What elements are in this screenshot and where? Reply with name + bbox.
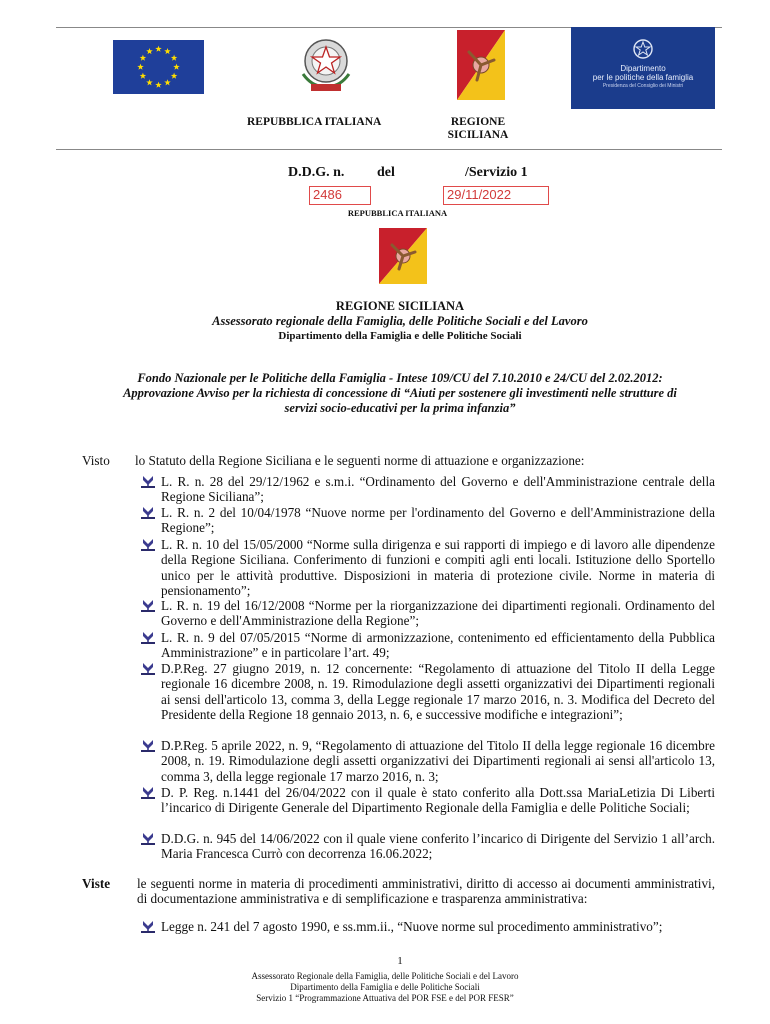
list-item: D.D.G. n. 945 del 14/06/2022 con il quale viene conferito l’incarico di Dirigente del Servizio 1 all’arch. Maria Francesca Currò con decorrenza 16.06.2022; <box>161 831 715 862</box>
republic-small: REPUBBLICA ITALIANA <box>347 208 448 218</box>
sicily-flag-icon <box>379 228 427 284</box>
footer-line3: Servizio 1 “Programmazione Attuativa del POR FSE e del POR FESR” <box>256 993 514 1003</box>
list-item: L. R. n. 2 del 10/04/1978 “Nuove norme per l'ordinamento del Governo e dell'Amministrazione della Regione”; <box>161 505 715 536</box>
italian-emblem-icon <box>293 30 359 96</box>
subject-line1: Fondo Nazionale per le Politiche della Famiglia - Intese 109/CU del 7.10.2010 e 24/CU del 2.02.2012: <box>137 371 663 385</box>
authority-assessorato: Assessorato regionale della Famiglia, delle Politiche Sociali e del Lavoro <box>212 314 588 328</box>
list-item: L. R. n. 10 del 15/05/2000 “Norme sulla dirigenza e sui rapporti di impiego e di lavoro alle dipendenze della Regione Siciliana. Conferimento di funzioni e compiti agli enti locali. Istituzione dello Sportello unico per le attività produttive. Disposizioni in materia di protezione civile. Norme in materia di pensionamento”; <box>161 537 715 599</box>
bullet-icon <box>140 538 156 552</box>
bullet-icon <box>140 599 156 613</box>
page-number: 1 <box>397 955 403 967</box>
department-emblem-icon <box>631 37 655 61</box>
department-logo-text3: Presidenza del Consiglio dei Ministri <box>602 83 684 89</box>
header-region-line2: SICILIANA <box>447 129 509 141</box>
list-item: D.P.Reg. 5 aprile 2022, n. 9, “Regolamento di attuazione del Titolo II della legge regionale 16 dicembre 2008, n. 19. Rimodulazione degli assetti organizzativi dei Dipartimenti regionali ai sensi all'articolo 13, comma 3, della legge regionale 17 marzo 2016, n. 3; <box>161 738 715 784</box>
eu-flag-icon <box>113 40 204 94</box>
visto-intro: lo Statuto della Regione Siciliana e le seguenti norme di attuazione e organizzazione: <box>135 453 585 468</box>
viste-label: Viste <box>82 876 111 891</box>
bullet-icon <box>140 786 156 800</box>
list-item: D. P. Reg. n.1441 del 26/04/2022 con il quale è stato conferito alla Dott.ssa MariaLetizia Di Liberti l’incarico di Dirigente Generale del Dipartimento Regionale della Famiglia e delle Politiche Sociali; <box>161 785 715 816</box>
footer-line2: Dipartimento della Famiglia e delle Politiche Sociali <box>290 982 480 992</box>
bullet-icon <box>140 475 156 489</box>
list-item: L. R. n. 19 del 16/12/2008 “Norme per la riorganizzazione dei dipartimenti regionali. Ordinamento del Governo e dell'Amministrazione della Regione”; <box>161 598 715 629</box>
bullet-icon <box>140 920 156 934</box>
list-item: Legge n. 241 del 7 agosto 1990, e ss.mm.ii., “Nuove norme sul procedimento amministrativo”; <box>161 919 663 934</box>
subject-line3: servizi socio-educativi per la prima infanzia” <box>284 401 516 415</box>
bullet-icon <box>140 739 156 753</box>
sicily-flag-icon <box>457 30 505 100</box>
del-label: del <box>377 165 395 180</box>
ddg-label: D.D.G. n. <box>288 165 345 180</box>
department-logo-text1: Dipartimento <box>620 64 666 73</box>
header-region-line1: REGIONE <box>450 116 506 128</box>
bullet-icon <box>140 506 156 520</box>
list-item: D.P.Reg. 27 giugno 2019, n. 12 concernente: “Regolamento di attuazione del Titolo II della Legge regionale 16 dicembre 2008, n. 19. Rimodulazione degli assetti organizzativi dei Dipartimenti regionali ai sensi dell'articolo 13, comma 3, della Legge regionale 17 marzo 2016, n. 3. Modifica del Decreto del Presidente della Regione 18 gennaio 2013, n. 6, e successive modifiche e integrazioni”; <box>161 661 715 723</box>
bullet-icon <box>140 832 156 846</box>
decree-date-stamp: 29/11/2022 <box>443 186 549 205</box>
header-rule <box>56 149 722 150</box>
list-item: L. R. n. 28 del 29/12/1962 e s.m.i. “Ordinamento del Governo e dell'Amministrazione centrale della Regione Siciliana”; <box>161 474 715 505</box>
list-item: L. R. n. 9 del 07/05/2015 “Norme di armonizzazione, contenimento ed efficientamento della Pubblica Amministrazione” e in particolare l’art. 49; <box>161 630 715 661</box>
servizio-label: /Servizio 1 <box>465 165 528 180</box>
authority-region: REGIONE SICILIANA <box>335 299 465 313</box>
department-logo <box>571 27 715 109</box>
authority-dipartimento: Dipartimento della Famiglia e delle Politiche Sociali <box>278 330 522 342</box>
viste-intro: le seguenti norme in materia di procedimenti amministrativi, diritto di accesso ai documenti amministrativi, di documentazione amministrativa e di semplificazione e trasparenza amministrativa: <box>137 876 715 907</box>
bullet-icon <box>140 662 156 676</box>
subject-line2: Approvazione Avviso per la richiesta di concessione di “Aiuti per sostenere gli investimenti nelle strutture di <box>123 386 677 400</box>
bullet-icon <box>140 631 156 645</box>
footer-line1: Assessorato Regionale della Famiglia, delle Politiche Sociali e del Lavoro <box>251 971 519 981</box>
decree-number-stamp: 2486 <box>309 186 371 205</box>
header-republic: REPUBBLICA ITALIANA <box>247 116 382 128</box>
visto-label: Visto <box>82 453 110 468</box>
department-logo-text2: per le politiche della famiglia <box>592 73 694 82</box>
